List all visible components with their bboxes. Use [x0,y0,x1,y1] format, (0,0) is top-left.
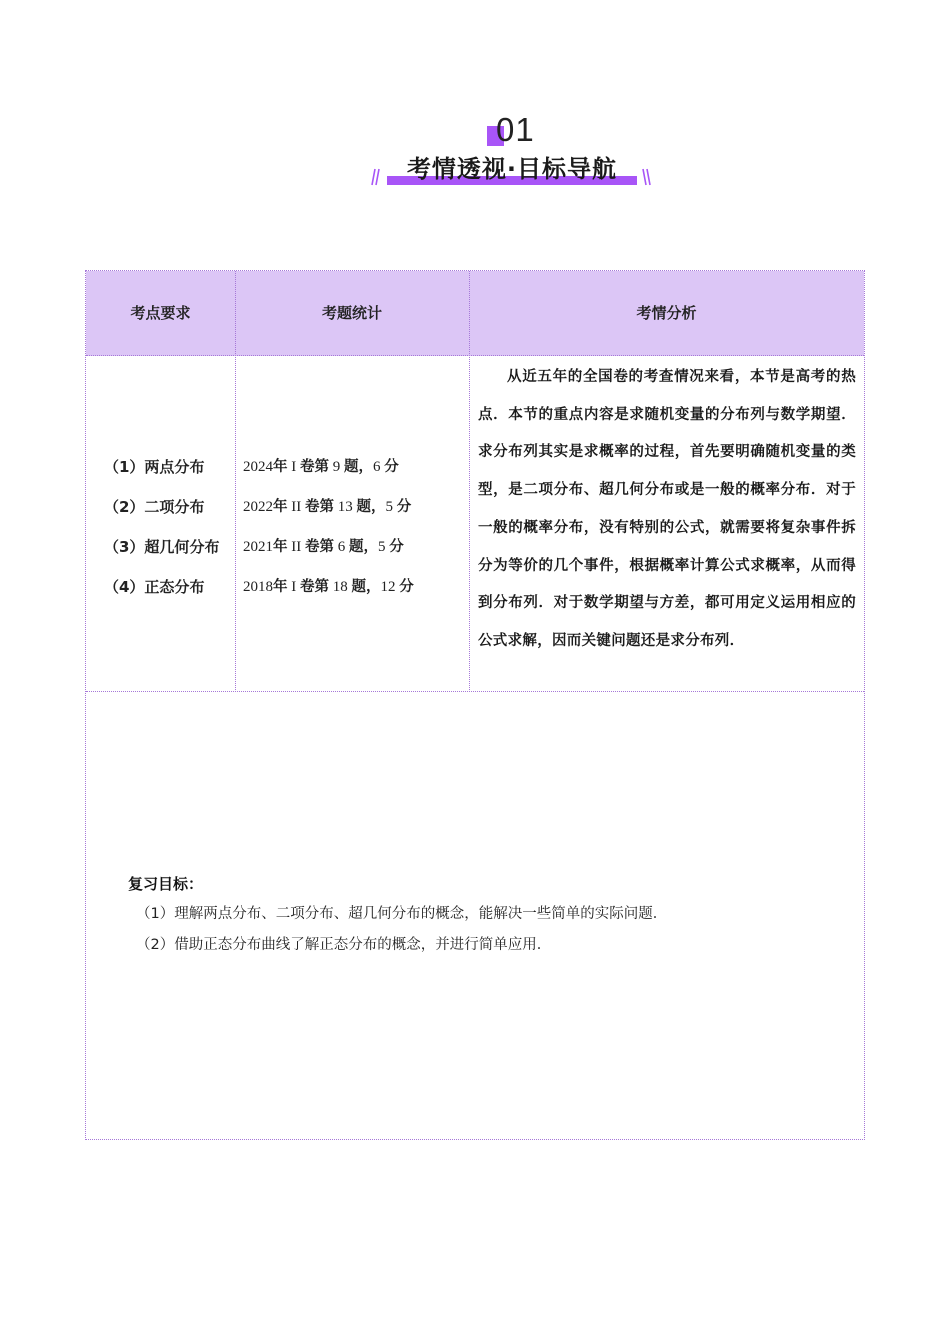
section-number: 01 [496,111,535,148]
statistics-list [243,447,467,607]
header-requirements: 考点要求 [130,304,191,322]
section-title: 考情透视·目标导航 [406,155,618,183]
statistic-item: 2022年 II 卷第 13 题，5 分 [243,499,412,515]
column-divider [469,271,470,692]
table-header-row [86,271,864,356]
requirement-item: （3）超几何分布 [104,538,220,556]
section-heading [0,0,950,200]
requirement-item: （2）二项分布 [104,498,205,516]
requirements-list [104,447,234,607]
double-slash-left-icon [368,168,380,186]
statistic-item: 2024年 I 卷第 9 题，6 分 [243,459,399,475]
review-goals [128,869,848,961]
column-divider [235,271,236,692]
header-statistics: 考题统计 [321,304,382,322]
requirement-item: （4）正态分布 [104,578,205,596]
analysis-paragraph: 从近五年的全国卷的考查情况来看，本节是高考的热点．本节的重点内容是求随机变量的分布列与数学期望．求分布列其实是求概率的过程，首先要明确随机变量的类型，是二项分布、超几何分布或是一般的概率分布．对于一般的概率分布，没有特别的公式，就需要将复杂事件拆分为等价的几个事件，根据概率计算公式求概率，从而得到分布列．对于数学期望与方差，都可用定义运用相应的公式求解，因而关键问题还是求分布列． [478,369,856,649]
goals-title: 复习目标： [128,875,204,893]
statistic-item: 2021年 II 卷第 6 题，5 分 [243,539,404,555]
double-slash-right-icon [642,168,654,186]
exam-analysis-table [85,270,865,1140]
requirement-item: （1）两点分布 [104,458,205,476]
goal-item: （2）借助正态分布曲线了解正态分布的概念，并进行简单应用． [136,937,552,953]
goal-item: （1）理解两点分布、二项分布、超几何分布的概念，能解决一些简单的实际问题． [136,906,668,922]
row-divider [86,691,864,692]
header-analysis: 考情分析 [636,304,697,322]
statistic-item: 2018年 I 卷第 18 题，12 分 [243,579,414,595]
